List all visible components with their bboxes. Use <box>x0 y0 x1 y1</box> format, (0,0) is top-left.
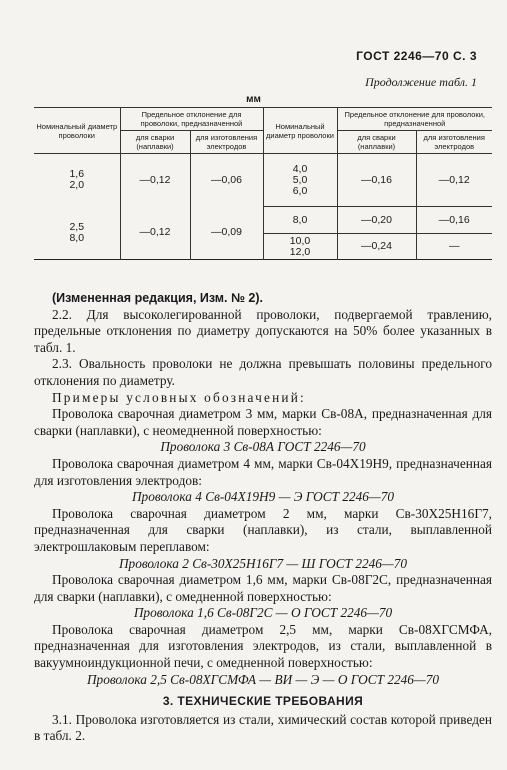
left-electrodes-cell: —0,06 <box>190 154 263 207</box>
example-3-description: Проволока сварочная диаметром 2 мм, марки Св-30Х25Н16Г7, предназначенная для сварки (наплавки), из стали, выплавленной электрошлаковым переплавом: <box>34 505 492 554</box>
header-nominal-diameter-left: Номинальный диаметр проволоки <box>34 108 120 154</box>
page-header: ГОСТ 2246—70 С. 3 <box>356 49 477 63</box>
header-tolerance-group-left: Предельное отклонение для проволоки, предназначенной <box>120 108 263 131</box>
table-continuation-note: Продолжение табл. 1 <box>365 75 477 89</box>
example-5-description: Проволока сварочная диаметром 2,5 мм, марки Св-08ХГСМФА, предназначенная для изготовления электродов, из стали, выплавленной в вакуумноиндукционной печи, с омедненной поверхностью: <box>34 621 492 671</box>
right-welding-cell: —0,20 <box>337 207 416 234</box>
paragraph-3-1: 3.1. Проволока изготовляется из стали, химический состав которой приведен в табл. 2. <box>34 711 492 744</box>
table-units: мм <box>246 94 261 105</box>
right-diameter-cell: 10,0 12,0 <box>263 234 337 260</box>
tolerance-table <box>34 107 492 260</box>
section-3-heading: 3. ТЕХНИЧЕСКИЕ ТРЕБОВАНИЯ <box>162 694 364 709</box>
example-4-description: Проволока сварочная диаметром 1,6 мм, марки Св-08Г2С, предназначенная для сварки (наплавки), с омедненной поверхностью: <box>34 572 492 604</box>
right-electrodes-cell: — <box>416 234 492 260</box>
example-5-designation: Проволока 2,5 Св-08ХГСМФА — ВИ — Э — О ГОСТ 2246—70 <box>86 671 440 687</box>
left-electrodes-cell: —0,09 <box>190 207 263 260</box>
left-welding-cell: —0,12 <box>120 207 190 260</box>
example-2-description: Проволока сварочная диаметром 4 мм, марки Св-04Х19Н9, предназначенная для изготовления электродов: <box>34 455 492 488</box>
example-1-description: Проволока сварочная диаметром 3 мм, марки Св-08А, предназначенная для сварки (наплавки), с неомедненной поверхностью: <box>34 406 492 438</box>
right-diameter-cell: 8,0 <box>263 207 337 234</box>
paragraph-2-3: 2.3. Овальность проволоки не должна превышать половины предельного отклонения по диаметру. <box>34 356 492 388</box>
right-welding-cell: —0,24 <box>337 234 416 260</box>
right-diameter-cell: 4,0 5,0 6,0 <box>263 154 337 207</box>
revision-note: (Измененная редакция, Изм. № 2). <box>52 291 263 305</box>
table-row <box>34 207 492 234</box>
header-electrodes-right: для изготовления электродов <box>416 131 492 154</box>
header-nominal-diameter-right: Номинальный диаметр проволоки <box>263 108 337 154</box>
example-3-designation: Проволока 2 Св-30Х25Н16Г7 — Ш ГОСТ 2246—70 <box>118 555 408 571</box>
examples-heading: Примеры условных обозначений: <box>52 389 306 405</box>
header-welding-left: для сварки (наплавки) <box>120 131 190 154</box>
left-diameter-cell: 2,5 8,0 <box>34 207 120 260</box>
header-tolerance-group-right: Предельное отклонение для проволоки, предназначенной <box>337 108 492 131</box>
example-2-designation: Проволока 4 Св-04Х19Н9 — Э ГОСТ 2246—70 <box>131 489 395 505</box>
header-electrodes-left: для изготовления электродов <box>190 131 263 154</box>
left-welding-cell: —0,12 <box>120 154 190 207</box>
left-diameter-cell: 1,6 2,0 <box>34 154 120 207</box>
paragraph-2-2: 2.2. Для высоколегированной проволоки, подвергаемой травлению, предельные отклонения по диаметру допускаются на 50% более указанных в табл. 1. <box>34 306 492 355</box>
right-electrodes-cell: —0,12 <box>416 154 492 207</box>
table-row <box>34 154 492 207</box>
right-electrodes-cell: —0,16 <box>416 207 492 234</box>
right-welding-cell: —0,16 <box>337 154 416 207</box>
example-1-designation: Проволока 3 Св-08А ГОСТ 2246—70 <box>160 439 366 455</box>
document-body <box>34 290 492 745</box>
header-welding-right: для сварки (наплавки) <box>337 131 416 154</box>
example-4-designation: Проволока 1,6 Св-08Г2С — О ГОСТ 2246—70 <box>133 605 393 621</box>
